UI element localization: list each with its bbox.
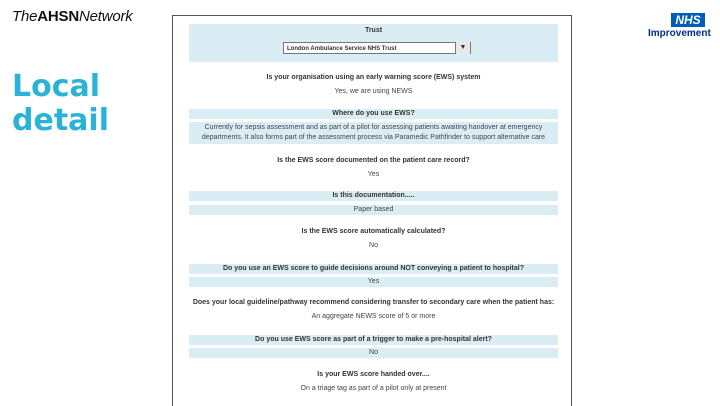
question-5: Is the EWS score automatically calculated? <box>301 228 446 235</box>
trust-select-value: London Ambulance Service NHS Trust <box>287 46 397 52</box>
side-title-line1: Local <box>12 69 101 104</box>
brand-the: The <box>12 8 38 25</box>
side-title <box>12 70 109 138</box>
question-4: Is this documentation..... <box>189 191 558 201</box>
answer-5: No <box>369 242 378 249</box>
question-7: Does your local guideline/pathway recommend considering transfer to secondary care when the patient has: <box>192 299 555 306</box>
answer-6: Yes <box>189 277 558 287</box>
side-title-line2: detail <box>12 103 109 138</box>
question-2: Where do you use EWS? <box>189 109 558 119</box>
brand-network: Network <box>78 8 133 25</box>
question-3: Is the EWS score documented on the patient care record? <box>277 157 470 164</box>
dropdown-arrow-icon[interactable]: ▼ <box>455 42 470 54</box>
question-9: Is your EWS score handed over.... <box>317 371 430 378</box>
brand-ahsn: AHSN <box>37 8 79 25</box>
ews-form-document <box>172 15 572 406</box>
nhs-logo: NHS <box>671 13 705 27</box>
answer-1: Yes, we are using NEWS <box>334 88 413 95</box>
answer-4: Paper based <box>189 205 558 215</box>
answer-9: On a triage tag as part of a pilot only at present <box>300 385 447 392</box>
answer-8: No <box>189 348 558 358</box>
trust-label: Trust <box>364 27 383 34</box>
question-8: Do you use EWS score as part of a trigger to make a pre-hospital alert? <box>189 335 558 345</box>
question-6: Do you use an EWS score to guide decisions around NOT conveying a patient to hospital? <box>189 264 558 274</box>
nhs-improvement-label: Improvement <box>648 28 711 39</box>
answer-3: Yes <box>367 171 380 178</box>
trust-section <box>189 24 558 62</box>
answer-7: An aggregate NEWS score of 5 or more <box>311 313 436 320</box>
ahsn-network-logo <box>12 8 133 25</box>
trust-select[interactable] <box>283 42 471 54</box>
answer-2: Currently for sepsis assessment and as part of a pilot for assessing patients awaiting handover at emergency departments. It also forms part of the assessment process via Paramedic Pathfinder to support alternative care <box>189 122 558 144</box>
question-1: Is your organisation using an early warning score (EWS) system <box>266 74 481 81</box>
